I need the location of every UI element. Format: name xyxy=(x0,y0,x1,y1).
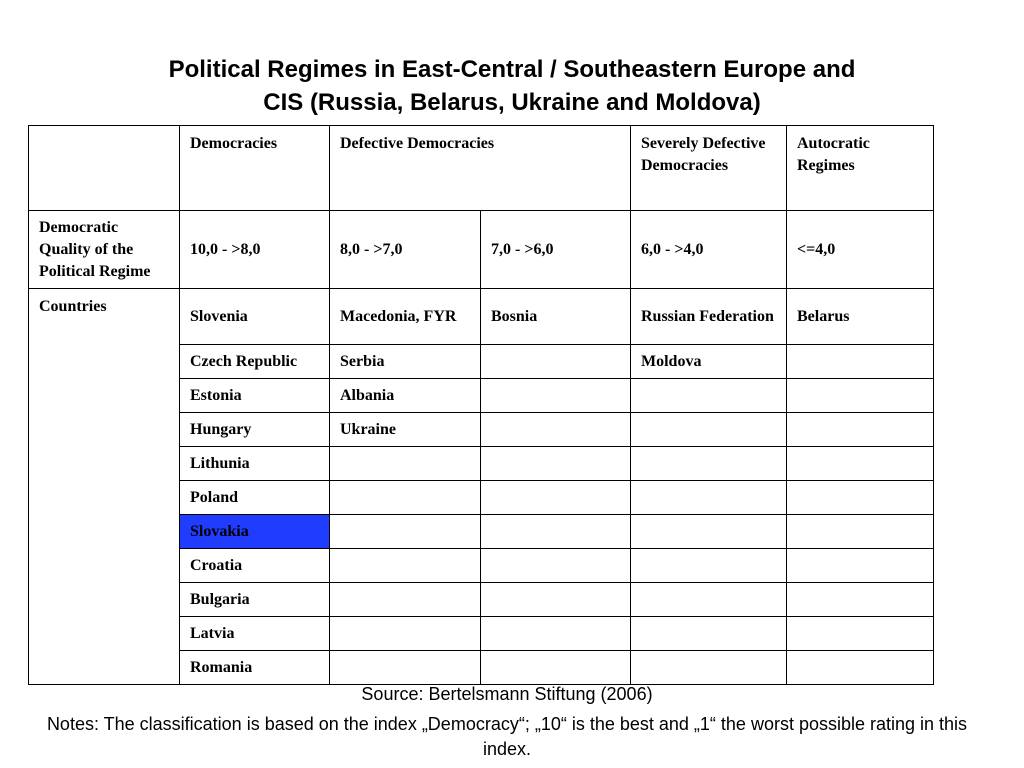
table-row xyxy=(29,289,934,345)
country-cell xyxy=(787,583,934,617)
table-header-row xyxy=(29,126,934,211)
country-cell: Croatia xyxy=(180,549,330,583)
quality-range: 10,0 - >8,0 xyxy=(180,211,330,289)
country-cell xyxy=(787,549,934,583)
country-cell: Macedonia, FYR xyxy=(330,289,481,345)
country-cell xyxy=(481,583,631,617)
country-cell xyxy=(787,617,934,651)
country-cell xyxy=(330,515,481,549)
header-empty-cell xyxy=(29,126,180,211)
country-cell xyxy=(631,447,787,481)
country-cell xyxy=(481,413,631,447)
country-cell xyxy=(330,617,481,651)
country-cell xyxy=(481,447,631,481)
country-cell xyxy=(787,447,934,481)
country-cell xyxy=(330,549,481,583)
country-cell xyxy=(330,447,481,481)
quality-range: <=4,0 xyxy=(787,211,934,289)
header-defective-democracies: Defective Democracies xyxy=(330,126,631,211)
country-cell: Albania xyxy=(330,379,481,413)
country-cell: Hungary xyxy=(180,413,330,447)
country-cell xyxy=(631,549,787,583)
quality-row xyxy=(29,211,934,289)
country-cell xyxy=(330,481,481,515)
regimes-table xyxy=(28,125,934,685)
country-cell xyxy=(481,515,631,549)
country-cell xyxy=(481,345,631,379)
country-cell xyxy=(481,379,631,413)
country-cell xyxy=(481,481,631,515)
country-cell xyxy=(631,413,787,447)
country-cell: Czech Republic xyxy=(180,345,330,379)
quality-label: Democratic Quality of the Political Regime xyxy=(29,211,180,289)
quality-range: 6,0 - >4,0 xyxy=(631,211,787,289)
country-cell xyxy=(631,379,787,413)
country-cell xyxy=(631,481,787,515)
country-cell: Bosnia xyxy=(481,289,631,345)
country-cell xyxy=(631,515,787,549)
country-cell: Ukraine xyxy=(330,413,481,447)
country-cell xyxy=(330,583,481,617)
country-cell xyxy=(631,583,787,617)
country-cell: Latvia xyxy=(180,617,330,651)
countries-label: Countries xyxy=(29,289,180,685)
source-note: Source: Bertelsmann Stiftung (2006) xyxy=(361,684,653,704)
country-cell: Moldova xyxy=(631,345,787,379)
country-cell xyxy=(787,413,934,447)
header-democracies: Democracies xyxy=(180,126,330,211)
country-cell xyxy=(481,651,631,685)
country-cell xyxy=(787,481,934,515)
country-cell: Estonia xyxy=(180,379,330,413)
quality-range: 7,0 - >6,0 xyxy=(481,211,631,289)
country-cell: Serbia xyxy=(330,345,481,379)
title-line-2: CIS (Russia, Belarus, Ukraine and Moldova) xyxy=(263,89,761,116)
country-cell: Romania xyxy=(180,651,330,685)
classification-notes: Notes: The classification is based on the index „Democracy“; „10“ is the best and „1“ the worst possible rating in this index. xyxy=(46,714,968,759)
quality-range: 8,0 - >7,0 xyxy=(330,211,481,289)
country-cell: Belarus xyxy=(787,289,934,345)
country-cell: Russian Federation xyxy=(631,289,787,345)
country-cell: Slovenia xyxy=(180,289,330,345)
header-autocratic: Autocratic Regimes xyxy=(787,126,934,211)
country-cell xyxy=(787,379,934,413)
title-line-1: Political Regimes in East-Central / Southeastern Europe and xyxy=(168,56,856,83)
country-cell xyxy=(631,651,787,685)
country-cell: Bulgaria xyxy=(180,583,330,617)
country-cell xyxy=(481,617,631,651)
highlighted-country-cell: Slovakia xyxy=(180,515,330,549)
country-cell: Poland xyxy=(180,481,330,515)
header-severely-defective: Severely Defective Democracies xyxy=(631,126,787,211)
country-cell xyxy=(787,515,934,549)
country-cell xyxy=(787,651,934,685)
country-cell xyxy=(631,617,787,651)
country-cell xyxy=(330,651,481,685)
country-cell xyxy=(787,345,934,379)
country-cell xyxy=(481,549,631,583)
country-cell: Lithunia xyxy=(180,447,330,481)
page-title xyxy=(0,53,1024,119)
